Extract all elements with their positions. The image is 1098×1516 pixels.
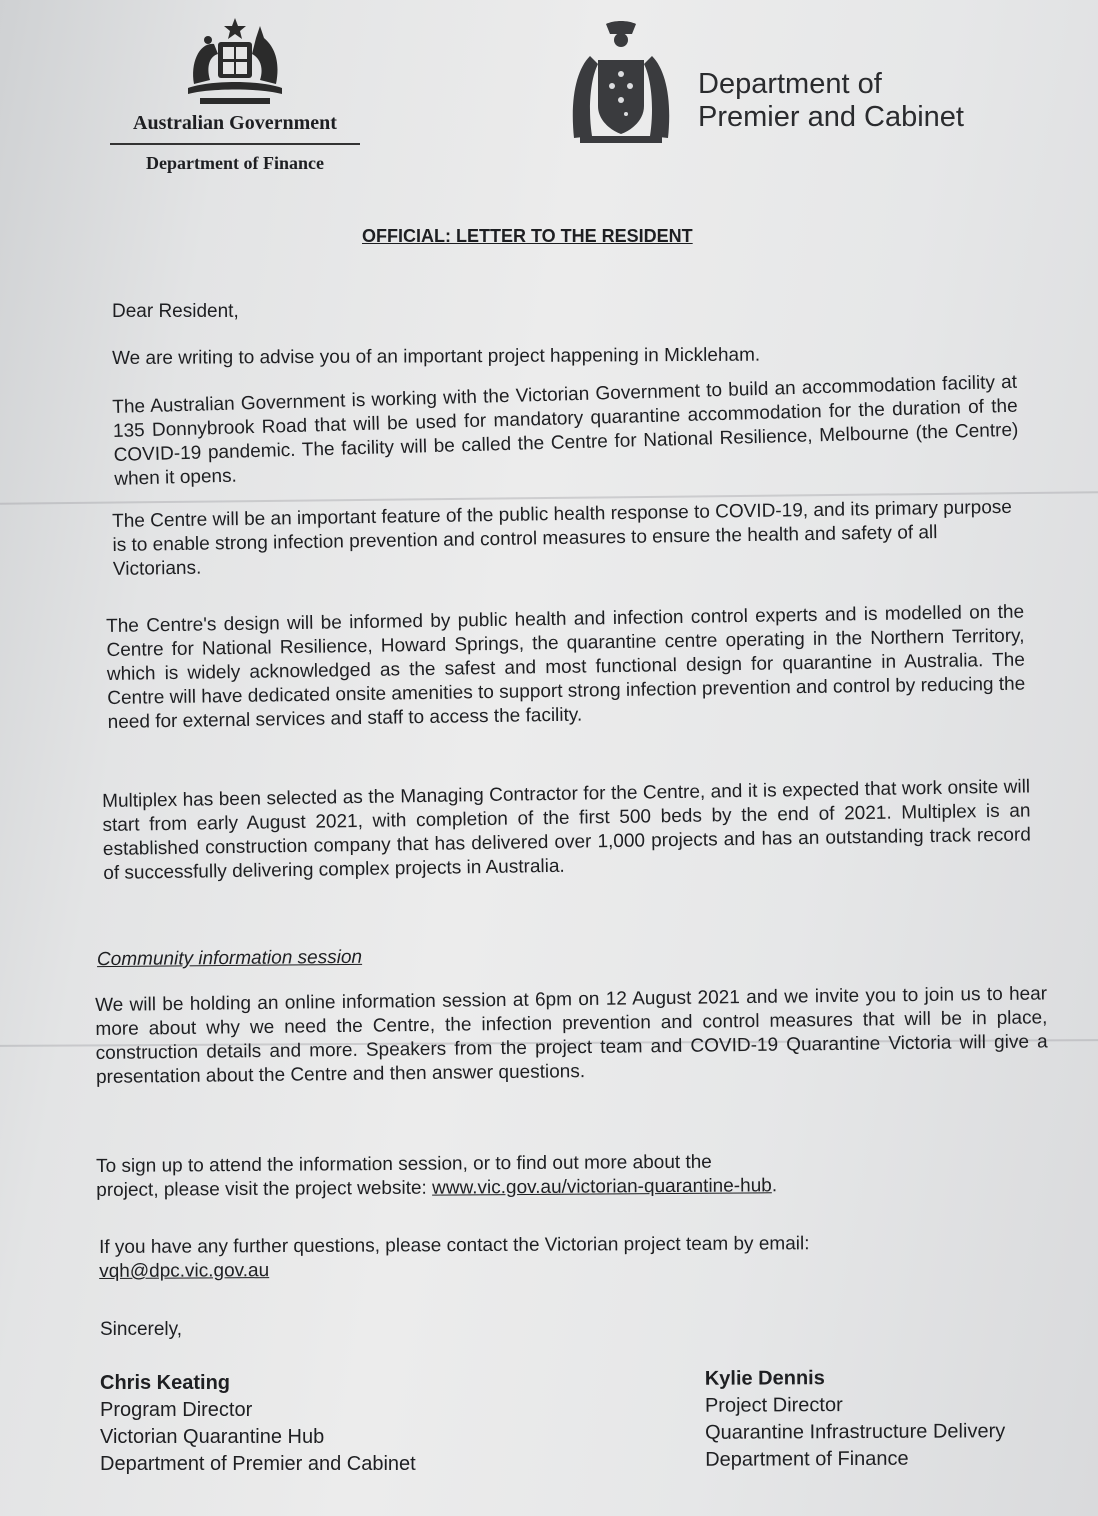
signatory-unit: Victorian Quarantine Hub bbox=[100, 1426, 325, 1448]
signatory-unit: Quarantine Infrastructure Delivery bbox=[705, 1420, 1006, 1444]
signatory-title: Project Director bbox=[704, 1394, 843, 1417]
letter-heading: OFFICIAL: LETTER TO THE RESIDENT bbox=[362, 226, 693, 246]
signatory-title: Program Director bbox=[100, 1399, 253, 1421]
dpc-letterhead bbox=[566, 20, 1046, 150]
paragraph-intro: We are writing to advise you of an important project happening in Mickleham. bbox=[112, 344, 761, 369]
australian-government-letterhead bbox=[110, 14, 360, 174]
paragraph-signup: To sign up to attend the information session, or to find out more about the project, please visit the project website: www.vic.gov.au/victorian-quarantine-hub. bbox=[96, 1151, 778, 1201]
signatory-name: Kylie Dennis bbox=[704, 1367, 825, 1390]
project-website-link[interactable]: www.vic.gov.au/victorian-quarantine-hub bbox=[432, 1175, 772, 1199]
signatory-name: Chris Keating bbox=[100, 1372, 231, 1394]
signatory-department: Department of Premier and Cabinet bbox=[100, 1453, 416, 1475]
salutation: Dear Resident, bbox=[112, 301, 239, 322]
closing: Sincerely, bbox=[100, 1319, 183, 1340]
department-name-left: Department of Finance bbox=[146, 153, 324, 173]
paragraph-purpose: The Centre will be an important feature of the public health response to COVID-19, and its primary purpose is to enable strong infection prevention and control measures to ensure the health and safety of all Victorians. bbox=[112, 496, 1013, 580]
paragraph-contractor: Multiplex has been selected as the Managing Contractor for the Centre, and it is expected that work onsite will start from early August 2021, with completion of the first 500 beds by the end of 2021. Multiplex is an established construction company that has delivered over 1,000 projects and has an outstanding track record of successfully delivering complex projects in Australia. bbox=[102, 776, 1031, 884]
paragraph-design: The Centre's design will be informed by public health and infection control experts and is modelled on the Centre for National Resilience, Howard Springs, the quarantine centre operating in the Northern Territory, which is widely acknowledged as the safest and most functional design for quarantine in Australia. The Centre will have dedicated onsite amenities to support strong infection prevention and control by reducing the need for external services and staff to access the facility. bbox=[106, 601, 1026, 733]
commonwealth-coat-of-arms-icon bbox=[180, 14, 290, 108]
signatory-department: Department of Finance bbox=[705, 1447, 909, 1471]
signatory-block bbox=[705, 1364, 1006, 1474]
government-name: Australian Government bbox=[110, 112, 360, 145]
contact-email-link[interactable]: vqh@dpc.vic.gov.au bbox=[99, 1260, 270, 1282]
paragraph-contact: If you have any further questions, please contact the Victorian project team by email: vqh@dpc.vic.gov.au bbox=[99, 1231, 1049, 1284]
paragraph-session: We will be holding an online information session at 6pm on 12 August 2021 and we invite you to join us to hear more about why we need the Centre, the infection prevention and control measures that will be in place, construction details and more. Speakers from the project team and COVID-19 Quarantine Victoria will give a presentation about the Centre and then answer questions. bbox=[95, 983, 1048, 1088]
section-heading: Community information session bbox=[96, 946, 363, 971]
paragraph-facility: The Australian Government is working with the Victorian Government to build an accommodation facility at 135 Donnybrook Road that will be used for mandatory quarantine accommodation for the duration of the COVID-19 pandemic. The facility will be called the Centre for National Resilience, Melbourne (the Centre) when it opens. bbox=[112, 371, 1019, 490]
victoria-coat-of-arms-icon bbox=[566, 20, 676, 145]
department-name-right: Department of Premier and Cabinet bbox=[698, 68, 964, 133]
signatory-block bbox=[100, 1370, 416, 1478]
